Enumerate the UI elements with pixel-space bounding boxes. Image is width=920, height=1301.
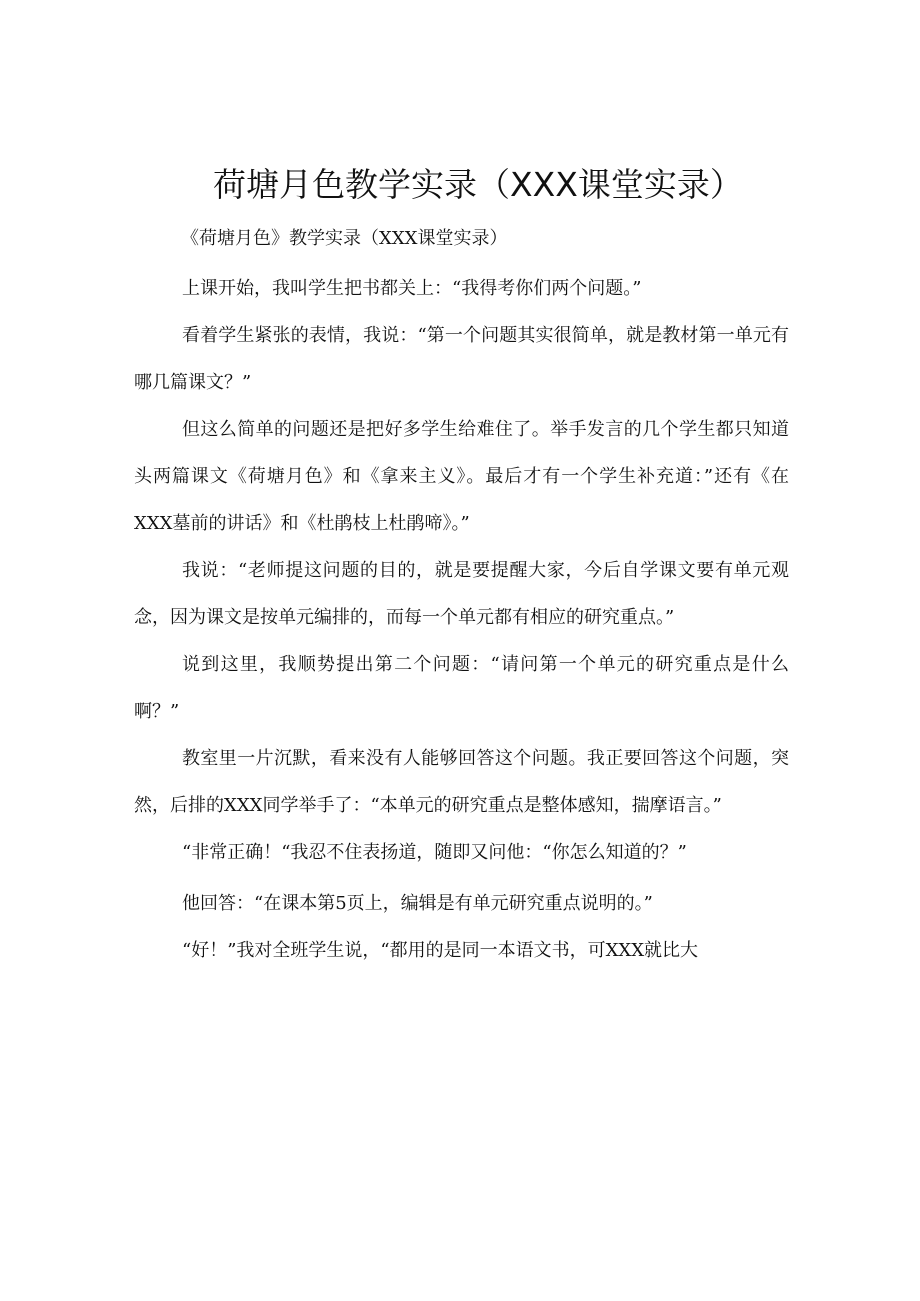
- paragraph-2: 看着学生紧张的表情，我说：“第一个问题其实很简单，就是教材第一单元有哪几篇课文？”: [134, 325, 789, 393]
- document-title: 荷塘月色教学实录（XXX课堂实录）: [213, 165, 743, 204]
- document-subtitle: 《荷塘月色》教学实录（XXX课堂实录）: [181, 228, 508, 249]
- paragraph-4: 我说：“老师提这问题的目的，就是要提醒大家，今后自学课文要有单元观念，因为课文是按单元编排的，而每一个单元都有相应的研究重点。”: [134, 560, 789, 628]
- document-body: [134, 265, 789, 974]
- paragraph-5: 说到这里，我顺势提出第二个问题：“请问第一个单元的研究重点是什么啊？”: [134, 654, 789, 722]
- paragraph-6: 教室里一片沉默，看来没有人能够回答这个问题。我正要回答这个问题，突然，后排的XXX同学举手了：“本单元的研究重点是整体感知，揣摩语言。”: [134, 748, 789, 816]
- paragraph-3: 但这么简单的问题还是把好多学生给难住了。举手发言的几个学生都只知道头两篇课文《荷塘月色》和《拿来主义》。最后才有一个学生补充道：”还有《在XXX墓前的讲话》和《杜鹃枝上杜鹃啼》。”: [134, 419, 789, 534]
- paragraph-8: 他回答：“在课本第5页上，编辑是有单元研究重点说明的。”: [182, 893, 653, 914]
- paragraph-1: 上课开始，我叫学生把书都关上：“我得考你们两个问题。”: [182, 278, 642, 299]
- paragraph-7: “非常正确！“我忍不住表扬道，随即又问他：“你怎么知道的？”: [182, 842, 687, 863]
- paragraph-9: “好！”我对全班学生说，“都用的是同一本语文书，可XXX就比大: [182, 940, 699, 961]
